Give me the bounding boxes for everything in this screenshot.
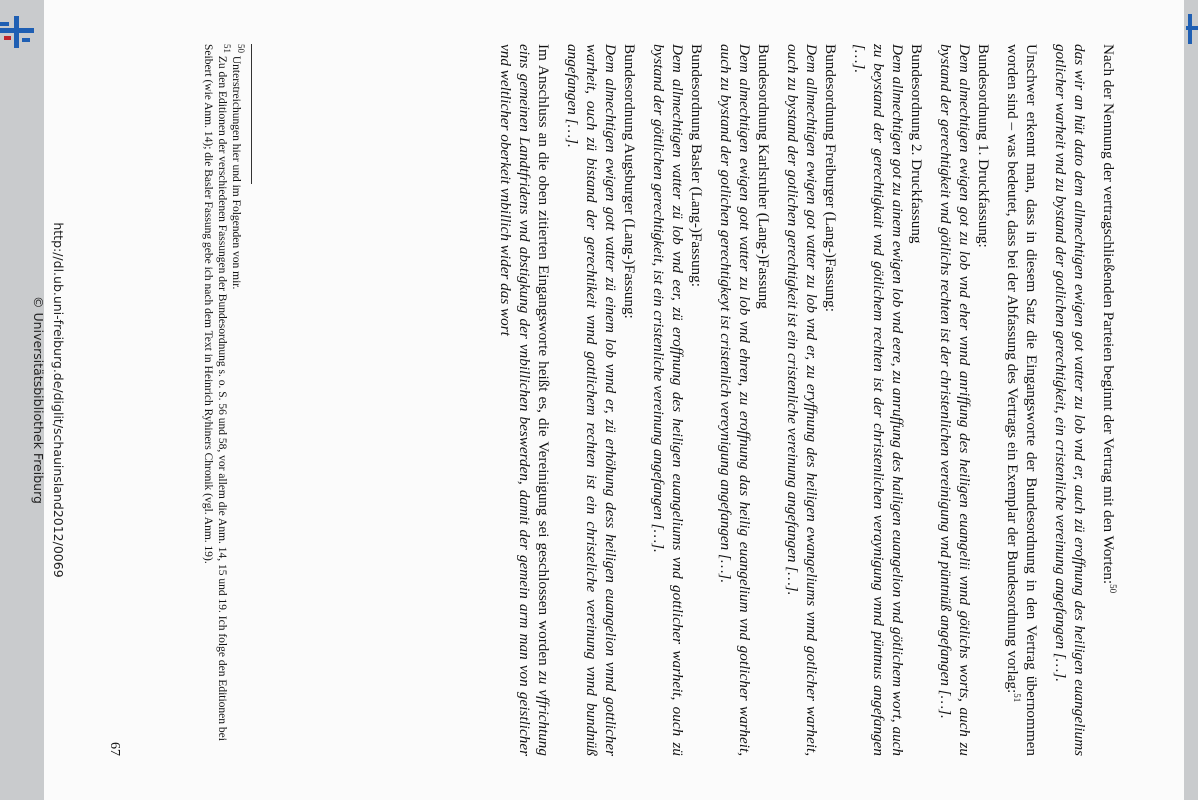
rotated-page-content [31, 0, 1184, 800]
intro-text: Nach der Nennung der vertragschließenden Parteien beginnt der Vertrag mit den Worten: [1100, 44, 1117, 585]
footnote-51 [201, 44, 232, 756]
quote-augsburger: Dem almechtigen ewigen gott vatter zü einem lob vnnd er, zü erhöhung dess heiligen euangelion vnnd gottlicher warheit, ouch zü bistand der gerechtikeit vnnd gottlichem rechten ist ein christeliche vereinung vnnd bundnüß angefangen […]. [564, 44, 619, 756]
heading-druckfassung-1: Bundesordnung 1. Druckfassung: [975, 44, 992, 248]
footnote-rule [251, 44, 252, 184]
page-number: 67 [107, 742, 122, 756]
closing-text: Im Anschluss an die oben zitierten Eingangsworte heißt es, die Vereinigung sei geschlossen worden [535, 44, 552, 666]
quote-druckfassung-1: Dem almechtigen ewigen got zu lob vnd eher vnnd anriffung des heiligen euangelii vnnd götlichs worts, auch zu bystand der gerechtigkeit vnd götlichs rechten ist der christenlichen vereinigung vnd püntnüß angefangen […]. [937, 44, 973, 756]
footnote-51-number: 51 [221, 44, 232, 53]
comparison-text: Unschwer erkennt man, dass in diesem Satz die Eingangsworte der Bundesordnung in den Vertrag übernommen worden sind – was bedeutet, dass bei der Abfassung des Vertrags ein Exemplar der Bundesordnung vorlag: [1004, 44, 1040, 756]
right-margin-rail [1184, 0, 1198, 800]
quote-druckfassung-2: Dem allmechtigen got zu ainem ewigen lob vnd eere, zu anruffung des hailigen euangelion vnd götlichem wort, auch zu beystand der gerechtigkait vnd götlichem rechten ist der christenlichen veraynigung vnnd püntnus angefangen […]. [851, 44, 906, 756]
intro-paragraph [1099, 44, 1118, 756]
library-logo-icon [0, 14, 34, 50]
comparison-paragraph [1003, 44, 1041, 756]
footnote-50-number: 50 [235, 44, 246, 53]
heading-augsburger: Bundesordnung Augsburger (Lang-)Fassung: [621, 44, 638, 319]
quote-freiburger: Dem allmechtigen ewigen got vatter zu lob vnd er, zu eryffnung des heiligen ewangeliums vnnd gotlicher warheit, ouch zu bystand der gotlichen gerechtigkeit ist ein cristenliche vereinung angefangen […]. [784, 44, 820, 756]
source-url[interactable]: http://dl.ub.uni-freiburg.de/diglit/schauinsland2012/0069 [51, 222, 66, 578]
footnote-ref-51: 51 [1012, 693, 1023, 703]
scanned-page [31, 0, 1184, 800]
heading-druckfassung-2: Bundesordnung 2. Druckfassung [908, 44, 925, 244]
footnote-51-text: Zu den Editionen der verschiedenen Fassungen der Bundesordnung s. o. S. 56 und 58, vor allem die Anm. 14, 15 und 19. Ich folge den Editionen bei Seibert (wie Anm. 14); die Basler Fassung gebe ich nach dem Text in Heinrich Ryhiners Chronik (vgl. Anm. 19). [202, 44, 228, 741]
heading-karlsruher: Bundesordnung Karlsruher (Lang-)Fassung [755, 44, 772, 309]
footnote-ref-50: 50 [1108, 584, 1119, 594]
closing-paragraph [496, 44, 553, 756]
quote-vertrag: das wir an hüt dato dem allmechtigen ewigen got vatter zu lob vnd er, auch zü eroffnung des heiligen euangeliums gotlicher warheit vnd zu bystand der gotlichen gerechtigkeit, ein cristenliche vereinung angefangen […]. [1052, 44, 1088, 756]
copyright-notice: © Universitätsbibliothek Freiburg [31, 296, 46, 504]
footnote-50-text: Unterstreichungen hier und im Folgenden von mir. [230, 55, 242, 290]
quote-basler: Dem allmechtigen vatter zü lob vnd eer, zü eroffnung des heiligen euangeliums vnd gottlicher warheit, ouch zü bystand der göttlichen gerechtigkeit, ist ein cristenliche vereinung angefangen […]. [650, 44, 686, 756]
closing-quote: zu vffrichtung eins gemeinen Landtfridens vnd abstigkung der vnbillichen beswerden, damit der gemein arm man von geistlicher vnd weltlicher oberkeit vnbillich wider das wort [497, 44, 552, 756]
footnote-50 [229, 44, 246, 756]
heading-freiburger: Bundesordnung Freiburger (Lang-)Fassung: [822, 44, 839, 312]
body-text [486, 44, 1118, 756]
library-logo-partial-icon [1186, 14, 1198, 44]
heading-basler: Bundesordnung Basler (Lang-)Fassung: [688, 44, 705, 287]
footnotes [201, 44, 252, 756]
quote-karlsruher: Dem almechtigen ewigen gott vatter zu lob vnd ehren, zu eroffnung das heilig euangelium vnd gotlicher warheit, auch zu bystand der gotlichen gerechtigkeyt ist cristenlich vereynigung angefangen […]. [717, 44, 753, 756]
